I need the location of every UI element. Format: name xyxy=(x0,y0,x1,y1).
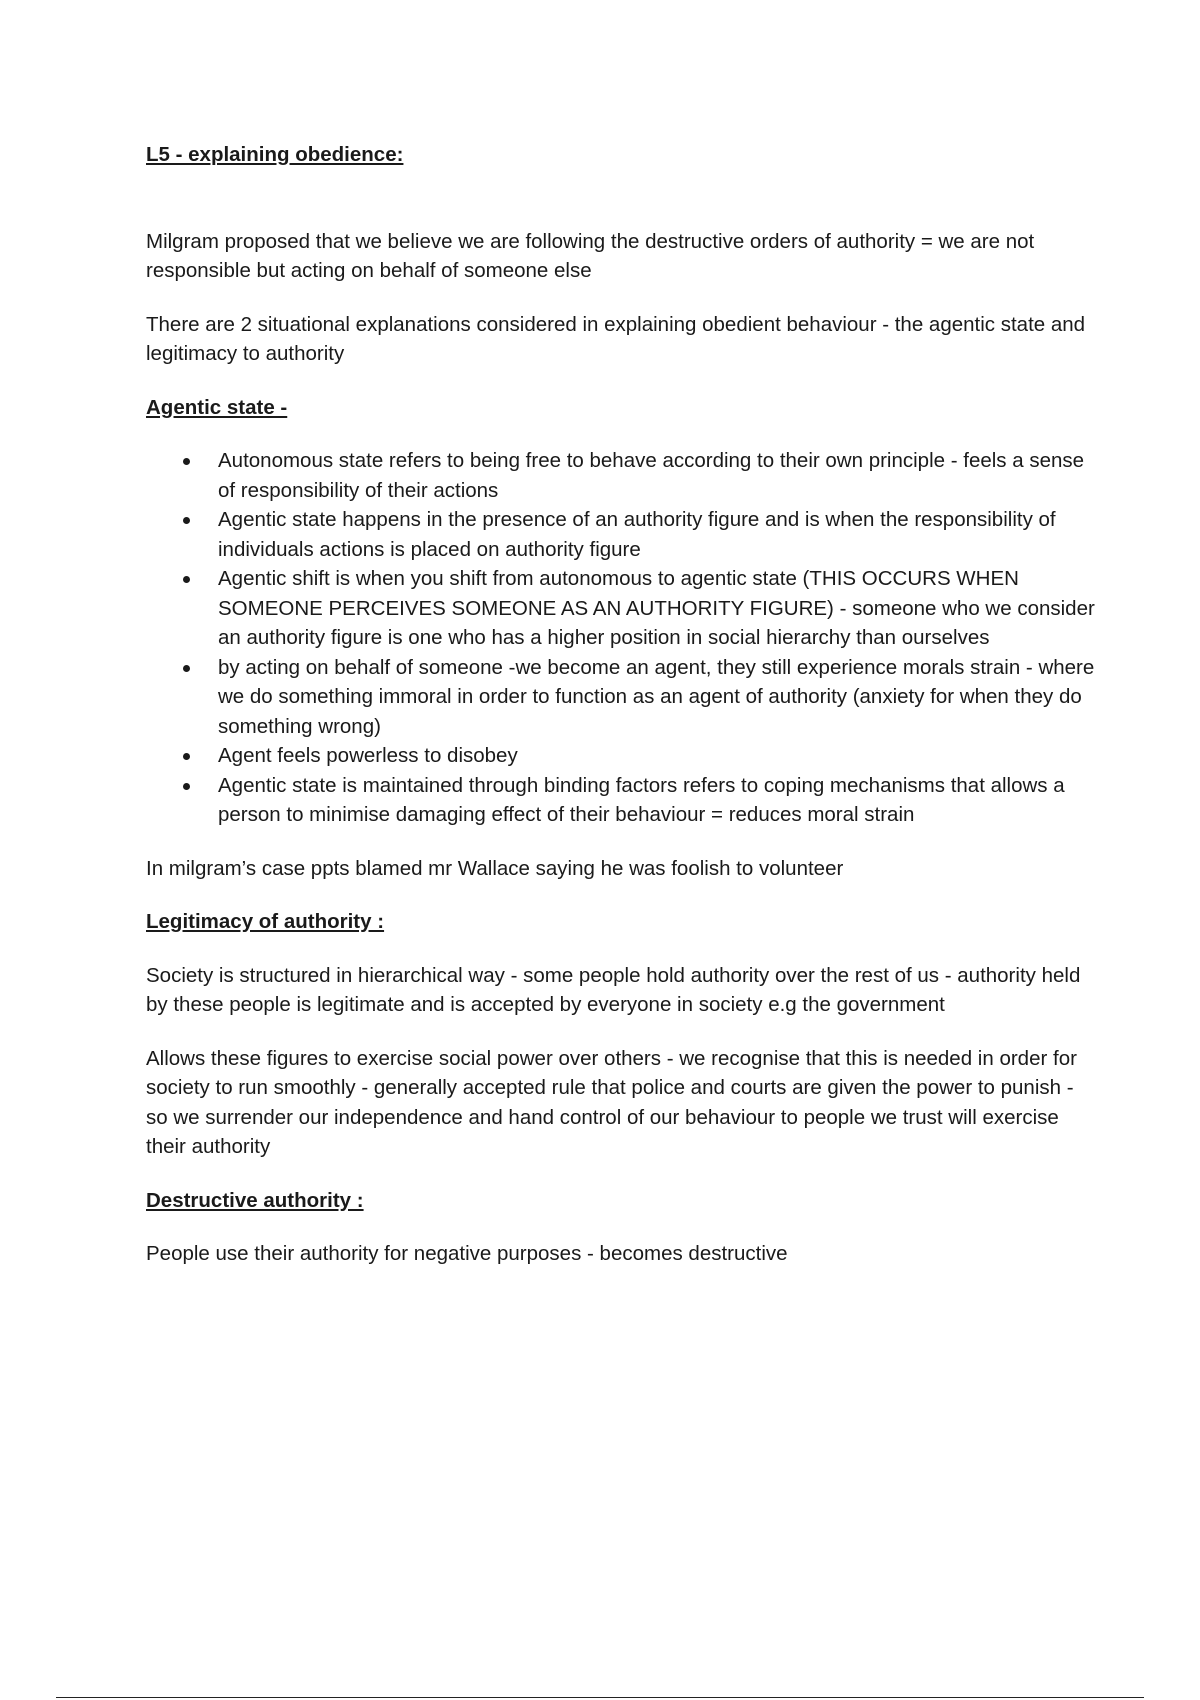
agentic-state-bullet-list xyxy=(146,446,1096,830)
destructive-authority-paragraph: People use their authority for negative purposes - becomes destructive xyxy=(146,1242,788,1265)
bullet-icon xyxy=(183,665,190,672)
section-heading-legitimacy: Legitimacy of authority : xyxy=(146,910,385,933)
bullet-icon xyxy=(183,576,190,583)
bullet-icon xyxy=(183,517,190,524)
section-heading-agentic-state: Agentic state - xyxy=(146,395,288,419)
intro-paragraph: Milgram proposed that we believe we are following the destructive orders of authority = we are not responsible but acting on behalf of someone else xyxy=(146,229,1035,282)
page-bottom-rule xyxy=(56,1697,1144,1698)
legitimacy-paragraph: Allows these figures to exercise social power over others - we recognise that this is needed in order for society to run smoothly - generally accepted rule that police and courts are given the power to punish - so we surrender our independence and hand control of our behaviour to people we trust will exercise their authority xyxy=(146,1046,1077,1158)
bullet-item: by acting on behalf of someone -we become an agent, they still experience morals strain - where we do something immoral in order to function as an agent of authority (anxiety for when they do something wrong) xyxy=(146,653,1096,742)
bullet-icon xyxy=(183,783,190,790)
legitimacy-paragraph: Society is structured in hierarchical way - some people hold authority over the rest of us - authority held by these people is legitimate and is accepted by everyone in society e.g the government xyxy=(146,963,1081,1016)
intro-paragraph: There are 2 situational explanations considered in explaining obedient behaviour - the agentic state and legitimacy to authority xyxy=(146,312,1086,365)
document-page xyxy=(146,140,1096,1269)
bullet-item: Agentic state is maintained through binding factors refers to coping mechanisms that allows a person to minimise damaging effect of their behaviour = reduces moral strain xyxy=(146,771,1096,830)
bullet-icon xyxy=(183,458,190,465)
bullet-item: Agentic shift is when you shift from autonomous to agentic state (THIS OCCURS WHEN SOMEONE PERCEIVES SOMEONE AS AN AUTHORITY FIGURE) - someone who we consider an authority figure is one who has a higher position in social hierarchy than ourselves xyxy=(146,564,1096,653)
bullet-item: Agent feels powerless to disobey xyxy=(146,741,1096,771)
document-title: L5 - explaining obedience: xyxy=(146,143,404,166)
section-heading-destructive-authority: Destructive authority : xyxy=(146,1188,364,1212)
bullet-item: Agentic state happens in the presence of an authority figure and is when the responsibility of individuals actions is placed on authority figure xyxy=(146,505,1096,564)
bullet-item: Autonomous state refers to being free to behave according to their own principle - feels a sense of responsibility of their actions xyxy=(146,446,1096,505)
milgram-case-paragraph: In milgram’s case ppts blamed mr Wallace saying he was foolish to volunteer xyxy=(146,856,844,880)
bullet-icon xyxy=(183,753,190,760)
